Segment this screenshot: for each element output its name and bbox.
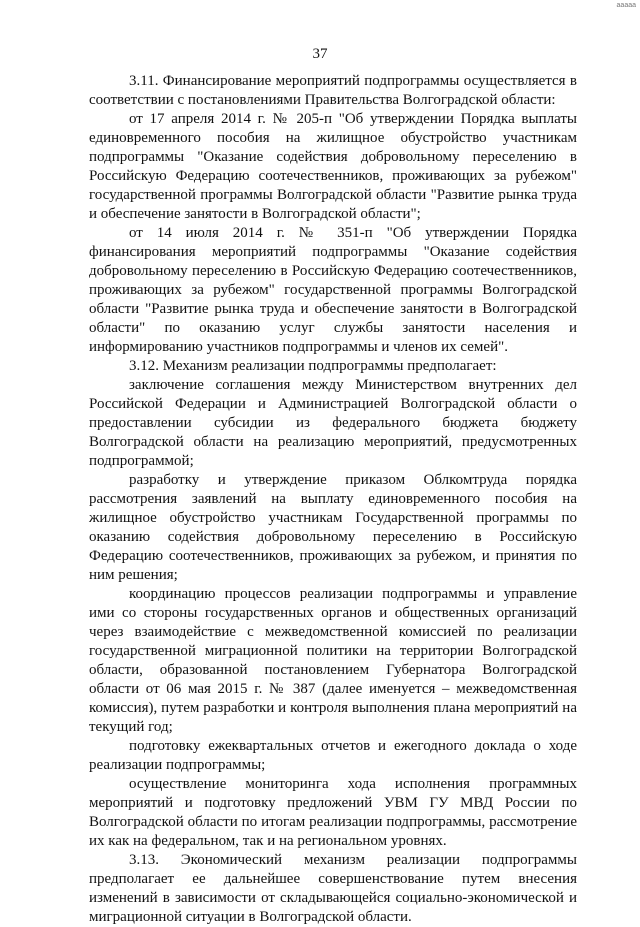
paragraph-decree-205: от 17 апреля 2014 г. № 205-п "Об утверждении Порядка выплаты единовременного пособия на жилищное обустройство участникам подпрограммы "Оказание содействия добровольному переселению в Российскую Федерацию соотечественников, проживающих за рубежом" государственной программы Волгоградской области "Развитие рынка труда и обеспечение занятости в Волгоградской области"; [89,111,577,222]
paragraph-3-13: 3.13. Экономический механизм реализации подпрограммы предполагает ее дальнейшее совершенствование путем внесения изменений в зависимости от складывающейся социально-экономической и миграционной ситуации в Волгоградской области. [89,852,577,925]
paragraph-agreement: заключение соглашения между Министерством внутренних дел Российской Федерации и Администрацией Волгоградской области о предоставлении субсидии из федерального бюджета бюджету Волгоградской области на реализацию мероприятий, предусмотренных подпрограммой; [89,377,577,469]
paragraph-coordination: координацию процессов реализации подпрограммы и управление ими со стороны государственных органов и общественных организаций через взаимодействие с межведомственной комиссией по реализации государственной миграционной политики на территории Волгоградской области, образованной постановлением Губернатора Волгоградской области от 06 мая 2015 г. № 387 (далее именуется – межведомственная комиссия), путем разработки и контроля выполнения плана мероприятий на текущий год; [89,586,577,735]
paragraph-order-procedure: разработку и утверждение приказом Облкомтруда порядка рассмотрения заявлений на выплату единовременного пособия на жилищное обустройство участникам Государственной программы по оказанию содействия добровольному переселению в Российскую Федерацию соотечественников, проживающих за рубежом, и принятия по ним решения; [89,472,577,583]
corner-mark: ааааа [616,2,636,9]
paragraph-monitoring: осуществление мониторинга хода исполнения программных мероприятий и подготовку предложений УВМ ГУ МВД России по Волгоградской области по итогам реализации подпрограммы, рассмотрение их как на федеральном, так и на региональном уровнях. [89,776,577,849]
document-body [89,72,577,927]
page-number: 37 [312,46,328,62]
paragraph-3-12: 3.12. Механизм реализации подпрограммы предполагает: [129,358,497,374]
paragraph-decree-351: от 14 июля 2014 г. № 351-п "Об утверждении Порядка финансирования мероприятий подпрограммы "Оказание содействия добровольному переселению в Российскую Федерацию соотечественников, проживающих за рубежом" государственной программы Волгоградской области "Развитие рынка труда и обеспечение занятости в Волгоградской области" по оказанию услуг службы занятости населения и информированию участников подпрограммы и членов их семей". [89,225,577,355]
paragraph-3-11: 3.11. Финансирование мероприятий подпрограммы осуществляется в соответствии с постановлениями Правительства Волгоградской области: [89,73,577,108]
paragraph-reports: подготовку ежеквартальных отчетов и ежегодного доклада о ходе реализации подпрограммы; [89,738,577,773]
